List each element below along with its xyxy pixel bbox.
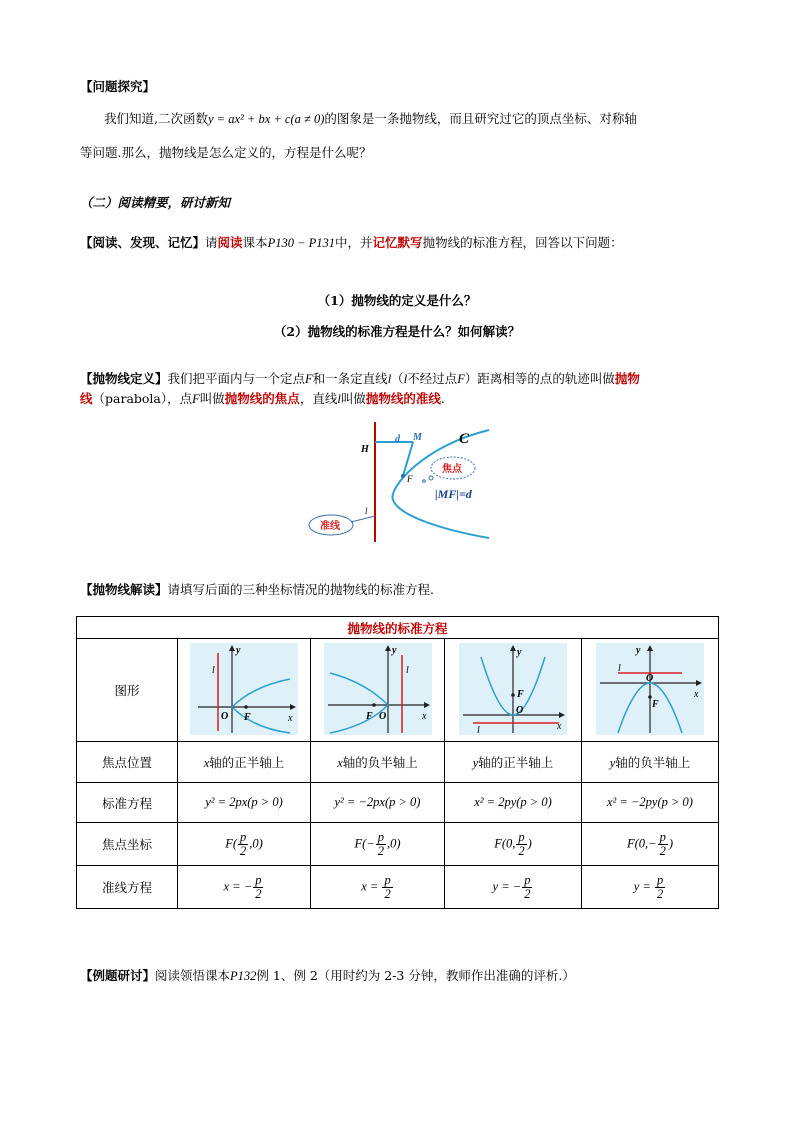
interpret-label: 【抛物线解读】 xyxy=(80,582,168,597)
section-heading: （二）阅读精要，研讨新知 xyxy=(80,195,231,210)
row-label-graph: 图形 xyxy=(77,639,178,742)
parabola-curve xyxy=(393,430,489,538)
bubble-dot xyxy=(429,476,433,480)
def-text: 叫做 xyxy=(199,391,225,406)
def-symbol: l xyxy=(387,372,392,386)
directrix-bubble-text: 准线 xyxy=(320,521,340,532)
distance-mf-line xyxy=(403,442,413,476)
directrix-bubble-pointer xyxy=(351,516,375,522)
example-page: P132 xyxy=(230,969,257,983)
reading-text: 抛物线的标准方程，回答以下问题： xyxy=(422,235,623,250)
reading-text: 中，并 xyxy=(335,235,373,250)
inquiry-text-2: 的图象是一条抛物线，而且研究过它的顶点坐标、对称轴 xyxy=(324,111,637,126)
def-text: ）距离相等的点的轨迹叫做 xyxy=(464,371,615,386)
svg-text:l: l xyxy=(618,662,621,674)
svg-text:l: l xyxy=(477,724,480,735)
focus-coord-cell: F( $\frac{p}{2}$ ,0) xyxy=(178,823,311,866)
svg-text:F: F xyxy=(365,710,373,722)
definition-label: 【抛物线定义】 xyxy=(80,371,168,386)
def-term: 线 xyxy=(80,391,93,406)
definition-paragraph xyxy=(80,369,720,409)
svg-text:x: x xyxy=(288,712,293,724)
def-text: 我们把平面内与一个定点 xyxy=(167,371,306,386)
reading-label: 【阅读、发现、记忆】 xyxy=(80,235,206,250)
focus-position-cell: x轴的负半轴上 xyxy=(311,742,445,783)
svg-text:F: F xyxy=(652,698,659,710)
focus-position-cell: x轴的正半轴上 xyxy=(178,742,311,783)
def-text: 和一条定直线 xyxy=(312,371,388,386)
directrix-cell: y = − $\frac{p}{2}$ xyxy=(445,866,582,909)
focus-position-cell: y轴的负半轴上 xyxy=(582,742,719,783)
svg-text:l: l xyxy=(405,664,409,676)
graph-opens-down xyxy=(596,643,704,735)
svg-text:y: y xyxy=(236,644,241,656)
reading-text: 请 xyxy=(205,235,218,250)
def-symbol: F xyxy=(192,392,200,406)
graph-opens-up xyxy=(459,643,567,735)
def-text: 叫做 xyxy=(340,391,366,406)
example-paragraph xyxy=(80,966,575,984)
svg-text:x: x xyxy=(557,720,562,732)
standard-equation-table xyxy=(76,616,719,909)
equation-cell: x² = −2py(p > 0) xyxy=(582,783,719,823)
svg-text:x: x xyxy=(694,688,699,700)
graph-opens-left xyxy=(324,643,432,735)
svg-text:y: y xyxy=(517,646,522,658)
inquiry-heading: 【问题探究】 xyxy=(80,79,156,94)
example-text: 例 1、例 2（用时约为 2-3 分钟，教师作出准确的评析.） xyxy=(256,968,575,983)
svg-text:x: x xyxy=(421,710,426,722)
interpret-text: 请填写后面的三种坐标情况的抛物线的标准方程. xyxy=(167,582,434,597)
bubble-dot xyxy=(423,480,426,483)
svg-text:F: F xyxy=(244,711,251,723)
focus-position-cell: y轴的正半轴上 xyxy=(445,742,582,783)
reading-emph: 记忆默写 xyxy=(372,235,423,250)
equation-cell: x² = 2py(p > 0) xyxy=(445,783,582,823)
label-M: M xyxy=(413,432,422,443)
svg-text:O: O xyxy=(378,710,386,722)
def-text: ，直线 xyxy=(299,391,338,406)
directrix-cell: y = $\frac{p}{2}$ xyxy=(582,866,719,909)
focus-coord-cell: F(− $\frac{p}{2}$ ,0) xyxy=(311,823,445,866)
def-text: （ xyxy=(391,371,404,386)
svg-text:O: O xyxy=(516,704,524,716)
example-label: 【例题研讨】 xyxy=(80,968,156,983)
svg-text:F: F xyxy=(517,688,524,700)
graph-cell-left xyxy=(311,639,445,742)
def-text: 不经过点 xyxy=(407,371,458,386)
focus-bubble-text: 焦点 xyxy=(442,464,462,475)
graph-cell-right xyxy=(178,639,311,742)
row-label-standard-equation: 标准方程 xyxy=(77,783,178,823)
equation-cell: y² = −2px(p > 0) xyxy=(311,783,445,823)
row-label-focus-coordinates: 焦点坐标 xyxy=(77,823,178,866)
svg-text:y: y xyxy=(636,644,641,656)
def-text: . xyxy=(440,391,445,406)
svg-text:O: O xyxy=(646,672,654,684)
def-term: 抛物线的焦点 xyxy=(224,391,300,406)
label-C: C xyxy=(459,431,470,447)
question-1: （1）抛物线的定义是什么？ xyxy=(317,293,477,308)
svg-text:y: y xyxy=(391,644,396,656)
def-symbol: F xyxy=(305,372,313,386)
inquiry-text-1: 我们知道,二次函数 xyxy=(104,111,208,126)
label-H: H xyxy=(361,444,369,455)
question-2: （2）抛物线的标准方程是什么？如何解读？ xyxy=(273,324,521,339)
graph-opens-right xyxy=(190,643,298,735)
inquiry-paragraph-line2: 等问题.那么，抛物线是怎么定义的，方程是什么呢？ xyxy=(80,145,372,160)
mf-eq-label: |MF|=d xyxy=(435,487,472,501)
reading-text: 课本 xyxy=(242,235,268,250)
svg-text:l: l xyxy=(212,664,215,676)
focus-coord-cell: F(0,− $\frac{p}{2}$ ) xyxy=(582,823,719,866)
reading-paragraph xyxy=(80,233,623,251)
label-F: F xyxy=(407,474,413,484)
directrix-cell: x = − $\frac{p}{2}$ xyxy=(178,866,311,909)
equation-cell: y² = 2px(p > 0) xyxy=(178,783,311,823)
label-d: d xyxy=(395,434,400,445)
def-symbol: l xyxy=(403,372,408,386)
inquiry-paragraph-line1 xyxy=(104,109,637,127)
graph-cell-up xyxy=(445,639,582,742)
row-label-directrix-equation: 准线方程 xyxy=(77,866,178,909)
page-range: P130 − P131 xyxy=(267,236,336,250)
directrix-cell: x = $\frac{p}{2}$ xyxy=(311,866,445,909)
def-term: 抛物线的准线 xyxy=(365,391,441,406)
row-label-focus-position: 焦点位置 xyxy=(77,742,178,783)
table-title: 抛物线的标准方程 xyxy=(77,617,719,639)
focus-point xyxy=(401,474,405,478)
parabola-definition-figure xyxy=(303,418,493,546)
def-symbol: F xyxy=(457,372,465,386)
def-symbol: l xyxy=(337,392,341,406)
def-term: 抛物 xyxy=(614,371,640,386)
def-text: （parabola），点 xyxy=(92,391,193,406)
focus-coord-cell: F(0, $\frac{p}{2}$ ) xyxy=(445,823,582,866)
graph-cell-down xyxy=(582,639,719,742)
example-text: 阅读领悟课本 xyxy=(155,968,231,983)
svg-text:O: O xyxy=(221,710,229,722)
quadratic-formula: y = ax² + bx + c(a ≠ 0) xyxy=(207,112,325,126)
label-l: l xyxy=(365,506,368,516)
interpret-paragraph xyxy=(80,580,434,598)
reading-emph: 阅读 xyxy=(217,235,243,250)
